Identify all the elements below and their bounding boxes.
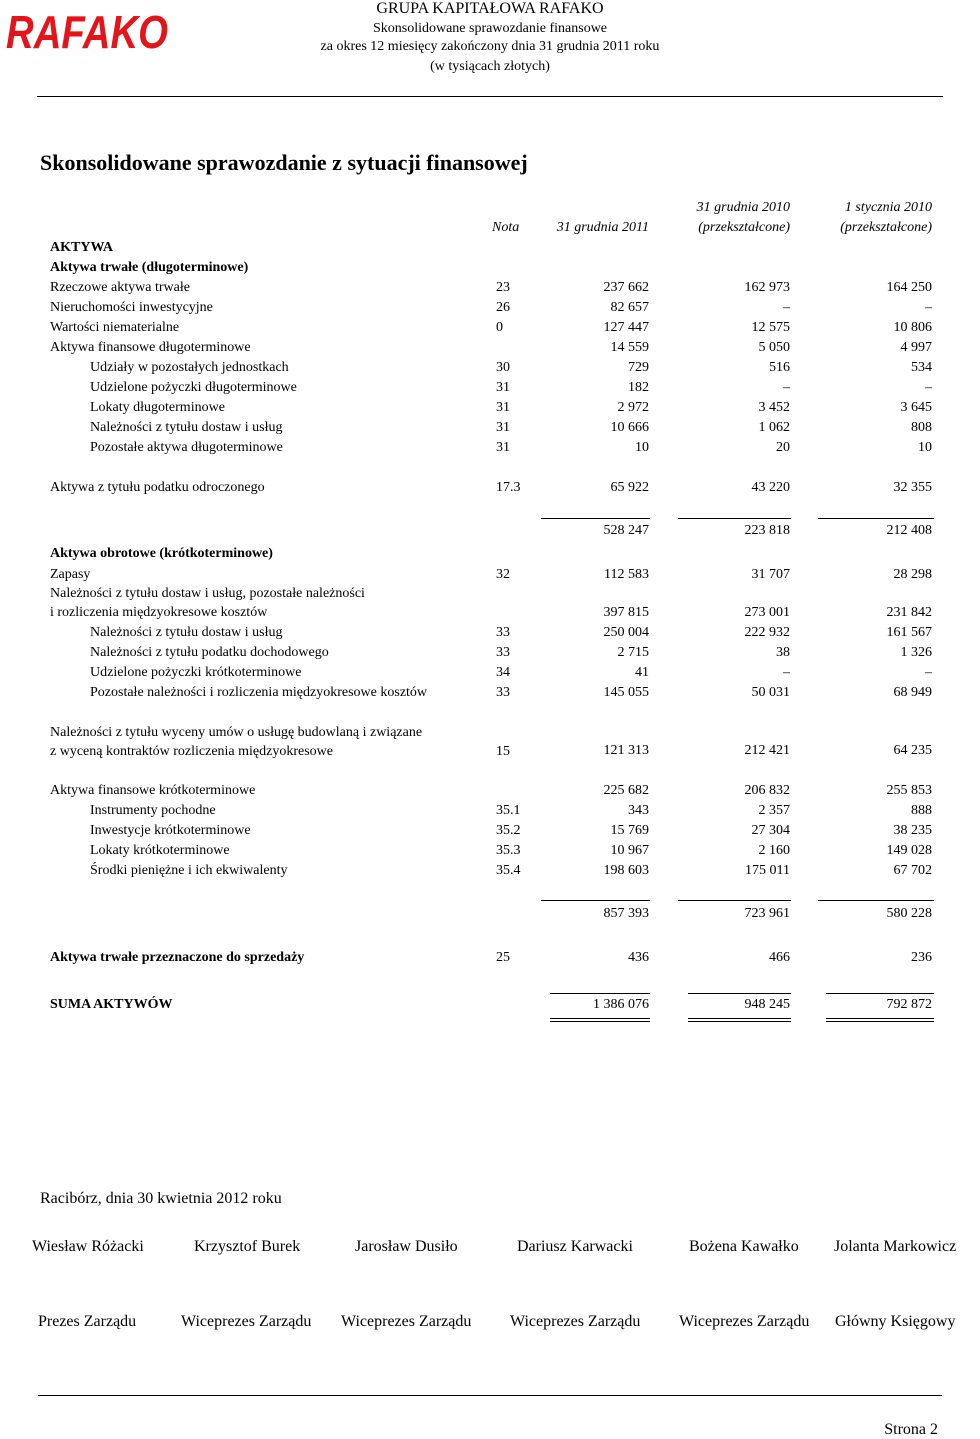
table-row: Aktywa z tytułu podatku odroczonego 17.3 65 922 43 220 32 355 bbox=[50, 480, 932, 495]
signatory-name: Wiesław Różacki bbox=[32, 1238, 144, 1255]
page-number: Strona 2 bbox=[884, 1421, 938, 1438]
held-for-sale-row: Aktywa trwałe przeznaczone do sprzedaży 25 436 466 236 bbox=[50, 950, 932, 965]
total-rule bbox=[688, 993, 791, 994]
header-divider bbox=[37, 96, 943, 97]
signatory-name: Krzysztof Burek bbox=[194, 1238, 301, 1255]
table-row: Należności z tytułu wyceny umów o usługę budowlaną i związane z wyceną kontraktów rozliczenia międzyokresowe 15 121 313 212 421 64 235 bbox=[50, 725, 932, 759]
table-row: Lokaty długoterminowe 31 2 972 3 452 3 645 bbox=[90, 400, 932, 415]
table-row: Instrumenty pochodne 35.1 343 2 357 888 bbox=[90, 803, 932, 818]
subtotal-rule bbox=[678, 518, 791, 519]
subtotal-rule bbox=[818, 900, 934, 901]
table-row: Lokaty krótkoterminowe 35.3 10 967 2 160 149 028 bbox=[90, 843, 932, 858]
col-2011: 31 grudnia 2011 bbox=[556, 220, 649, 235]
col-2010jan-title: 1 stycznia 2010 bbox=[844, 200, 932, 215]
table-row: Udzielone pożyczki długoterminowe 31 182 – – bbox=[90, 380, 932, 395]
footer-divider bbox=[38, 1395, 942, 1396]
table-row: Pozostałe aktywa długoterminowe 31 10 20 10 bbox=[90, 440, 932, 455]
signatory-role: Główny Księgowy bbox=[835, 1313, 956, 1330]
col-2010jan-note: (przekształcone) bbox=[840, 220, 932, 235]
table-row: Pozostałe należności i rozliczenia międzyokresowe kosztów 33 145 055 50 031 68 949 bbox=[90, 685, 932, 700]
col-2010-title: 31 grudnia 2010 bbox=[696, 200, 790, 215]
total-double-rule bbox=[550, 1018, 650, 1019]
section-aktywa: AKTYWA bbox=[50, 240, 114, 255]
subtotal-row: 857 393 723 961 580 228 bbox=[603, 906, 932, 921]
subtotal-rule bbox=[678, 900, 791, 901]
table-row: Udziały w pozostałych jednostkach 30 729 516 534 bbox=[90, 360, 932, 375]
signatory-role: Wiceprezes Zarządu bbox=[341, 1313, 472, 1330]
table-row: Aktywa finansowe krótkoterminowe 225 682 206 832 255 853 bbox=[50, 783, 932, 798]
total-double-rule bbox=[826, 1018, 934, 1019]
table-row: Udzielone pożyczki krótkoterminowe 34 41 – – bbox=[90, 665, 932, 680]
table-row: Należności z tytułu podatku dochodowego 33 2 715 38 1 326 bbox=[90, 645, 932, 660]
section-obrotowe: Aktywa obrotowe (krótkoterminowe) bbox=[50, 546, 273, 561]
total-double-rule bbox=[688, 1021, 791, 1022]
table-row: Należności z tytułu dostaw i usług 33 250 004 222 932 161 567 bbox=[90, 625, 932, 640]
table-row: Zapasy 32 112 583 31 707 28 298 bbox=[50, 567, 932, 582]
col-2010-note: (przekształcone) bbox=[698, 220, 790, 235]
total-row: SUMA AKTYWÓW 1 386 076 948 245 792 872 bbox=[50, 997, 932, 1012]
subtotal-rule bbox=[541, 518, 650, 519]
signatory-name: Bożena Kawałko bbox=[689, 1238, 799, 1255]
section-trwale: Aktywa trwałe (długoterminowe) bbox=[50, 260, 249, 275]
table-row: Inwestycje krótkoterminowe 35.2 15 769 27 304 38 235 bbox=[90, 823, 932, 838]
signatory-name: Jarosław Dusiło bbox=[355, 1238, 458, 1255]
signatory-name: Dariusz Karwacki bbox=[517, 1238, 633, 1255]
col-nota: Nota bbox=[492, 220, 520, 235]
report-period: za okres 12 miesięcy zakończony dnia 31 grudnia 2011 roku bbox=[320, 39, 660, 54]
group-name: GRUPA KAPITAŁOWA RAFAKO bbox=[376, 0, 604, 17]
total-rule bbox=[826, 993, 934, 994]
subtotal-rule bbox=[541, 900, 650, 901]
signatory-role: Wiceprezes Zarządu bbox=[181, 1313, 312, 1330]
total-double-rule bbox=[688, 1018, 791, 1019]
page-title: Skonsolidowane sprawozdanie z sytuacji finansowej bbox=[40, 150, 528, 175]
signatory-name: Jolanta Markowicz bbox=[834, 1238, 957, 1255]
table-row: Środki pieniężne i ich ekwiwalenty 35.4 198 603 175 011 67 702 bbox=[90, 863, 932, 878]
signatory-role: Wiceprezes Zarządu bbox=[510, 1313, 641, 1330]
table-row: Należności z tytułu dostaw i usług 31 10 666 1 062 808 bbox=[90, 420, 932, 435]
total-double-rule bbox=[550, 1021, 650, 1022]
total-double-rule bbox=[826, 1021, 934, 1022]
signatory-role: Wiceprezes Zarządu bbox=[679, 1313, 810, 1330]
svg-text:RAFAKO: RAFAKO bbox=[6, 6, 169, 58]
report-units: (w tysiącach złotych) bbox=[430, 59, 550, 74]
table-row: Wartości niematerialne 0 127 447 12 575 10 806 bbox=[50, 320, 932, 335]
signatory-role: Prezes Zarządu bbox=[38, 1313, 137, 1330]
place-date: Racibórz, dnia 30 kwietnia 2012 roku bbox=[40, 1190, 282, 1207]
report-name: Skonsolidowane sprawozdanie finansowe bbox=[372, 21, 608, 36]
table-row: Aktywa finansowe długoterminowe 14 559 5 050 4 997 bbox=[50, 340, 932, 355]
table-row: Należności z tytułu dostaw i usług, pozostałe należności i rozliczenia międzyokresowe kosztów 397 815 273 001 231 842 bbox=[50, 586, 932, 620]
table-row: Rzeczowe aktywa trwałe 23 237 662 162 973 164 250 bbox=[50, 280, 932, 295]
table-row: Nieruchomości inwestycyjne 26 82 657 – – bbox=[50, 300, 932, 315]
subtotal-rule bbox=[818, 518, 934, 519]
total-rule bbox=[550, 993, 650, 994]
subtotal-row: 528 247 223 818 212 408 bbox=[603, 523, 932, 538]
